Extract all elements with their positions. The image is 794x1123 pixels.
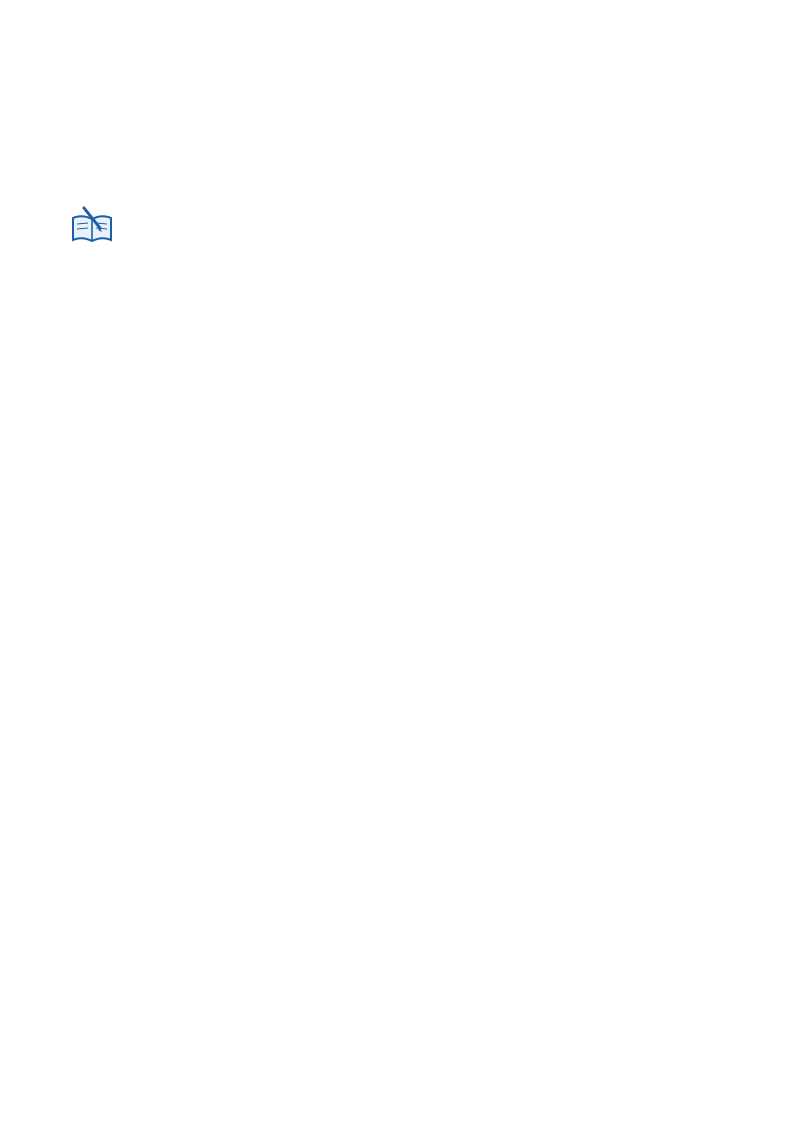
prac1-option-a-figure[interactable] (95, 616, 163, 682)
star-figure-2 (362, 500, 430, 566)
book-pen-icon (70, 206, 114, 246)
prac1-option-d-figure[interactable] (513, 616, 581, 682)
flash-sequence-figure (288, 353, 508, 405)
prac1-option-b-figure[interactable] (240, 616, 308, 682)
star-figure-3 (434, 500, 502, 566)
ex1-option-b-figure[interactable] (236, 432, 286, 482)
prac1-option-c-figure[interactable] (376, 616, 444, 682)
star-figure-1 (287, 500, 355, 566)
ex1-option-c-figure[interactable] (374, 432, 424, 482)
